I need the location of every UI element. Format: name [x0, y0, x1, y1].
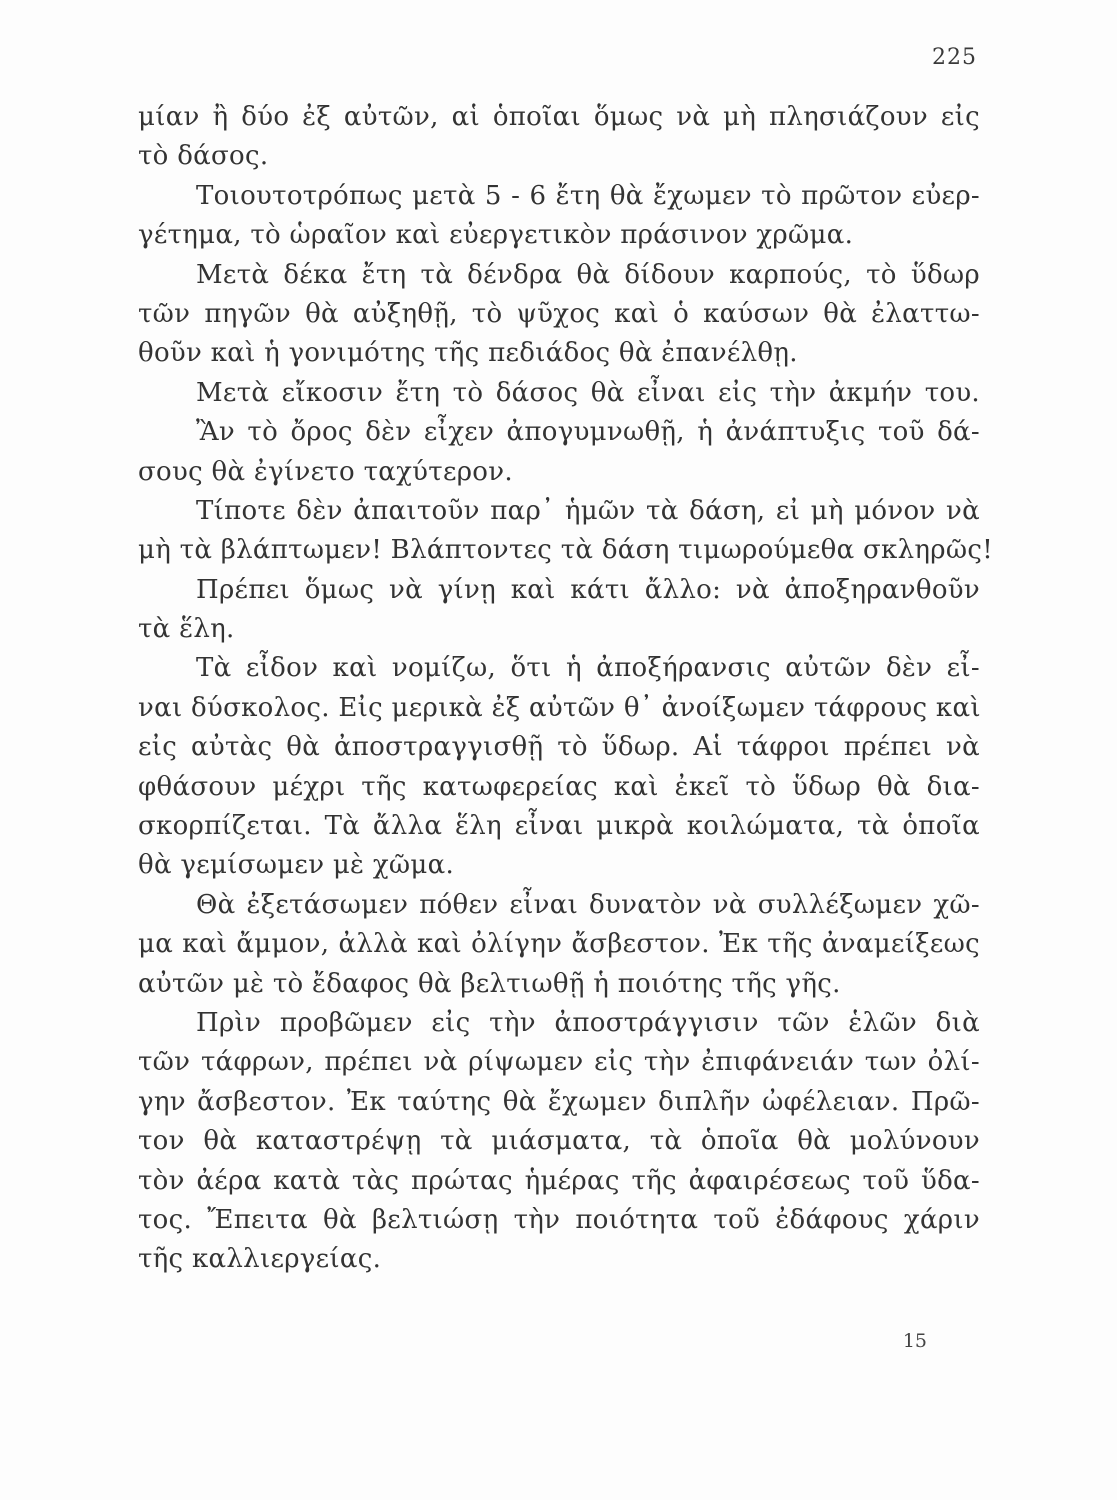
text-line: Μετὰ δέκα ἔτη τὰ δένδρα θὰ δίδουν καρπούς, τὸ ὕδωρ — [196, 259, 980, 290]
text-line: μίαν ἢ δύο ἐξ αὐτῶν, αἱ ὁποῖαι ὅμως νὰ μὴ πλησιάζουν εἰς — [138, 102, 980, 132]
text-line: τον θὰ καταστρέψῃ τὰ μιάσματα, τὰ ὁποῖα θὰ μολύνουν — [138, 1126, 980, 1157]
text-line: τὸ δάσος. — [138, 141, 269, 172]
text-line: εἰς αὐτὰς θὰ ἀποστραγγισθῇ τὸ ὕδωρ. Αἱ τάφροι πρέπει νὰ — [138, 732, 980, 763]
text-line: τῶν τάφρων, πρέπει νὰ ρίψωμεν εἰς τὴν ἐπιφάνειάν των ὀλί- — [138, 1047, 980, 1078]
text-line: Πρὶν προβῶμεν εἰς τὴν ἀποστράγγισιν τῶν ἑλῶν διὰ — [196, 1007, 980, 1038]
text-line: θοῦν καὶ ἡ γονιμότης τῆς πεδιάδος θὰ ἐπανέλθῃ. — [138, 338, 798, 369]
text-line: Τὰ εἶδον καὶ νομίζω, ὅτι ἡ ἀποξήρανσις αὐτῶν δὲν εἶ- — [196, 653, 980, 684]
page-number: 225 — [932, 45, 977, 70]
text-line: φθάσουν μέχρι τῆς κατωφερείας καὶ ἐκεῖ τὸ ὕδωρ θὰ δια- — [138, 771, 980, 802]
text-line: Τοιουτοτρόπως μετὰ 5 - 6 ἔτη θὰ ἔχωμεν τὸ πρῶτον εὐερ- — [196, 180, 980, 211]
text-line: Τίποτε δὲν ἀπαιτοῦν παρ᾽ ἡμῶν τὰ δάση, εἰ μὴ μόνον νὰ — [196, 495, 980, 526]
text-line: σκορπίζεται. Τὰ ἄλλα ἕλη εἶναι μικρὰ κοιλώματα, τὰ ὁποῖα — [138, 811, 980, 842]
text-line: θὰ γεμίσωμεν μὲ χῶμα. — [138, 850, 455, 881]
printer-signature-mark: 15 — [902, 1330, 927, 1352]
text-line: γέτημα, τὸ ὡραῖον καὶ εὐεργετικὸν πράσινον χρῶμα. — [138, 220, 854, 251]
text-line: αὐτῶν μὲ τὸ ἔδαφος θὰ βελτιωθῇ ἡ ποιότης τῆς γῆς. — [138, 968, 841, 999]
text-line: Θὰ ἐξετάσωμεν πόθεν εἶναι δυνατὸν νὰ συλλέξωμεν χῶ- — [196, 889, 980, 920]
text-line: τὸν ἀέρα κατὰ τὰς πρώτας ἡμέρας τῆς ἀφαιρέσεως τοῦ ὕδα- — [138, 1165, 980, 1196]
text-line: τῆς καλλιεργείας. — [138, 1244, 382, 1275]
text-line: Μετὰ εἴκοσιν ἔτη τὸ δάσος θὰ εἶναι εἰς τὴν ἀκμήν του. — [196, 377, 980, 408]
text-line: Πρέπει ὅμως νὰ γίνῃ καὶ κάτι ἄλλο: νὰ ἀποξηρανθοῦν — [196, 574, 980, 605]
text-line: τος. Ἔπειτα θὰ βελτιώσῃ τὴν ποιότητα τοῦ ἐδάφους χάριν — [138, 1204, 980, 1235]
text-line: ναι δύσκολος. Εἰς μερικὰ ἐξ αὐτῶν θ᾽ ἀνοίξωμεν τάφρους καὶ — [138, 692, 981, 723]
body-text — [138, 98, 993, 1280]
text-line: Ἂν τὸ ὄρος δὲν εἶχεν ἀπογυμνωθῇ, ἡ ἀνάπτυξις τοῦ δά- — [196, 417, 980, 448]
text-line: τῶν πηγῶν θὰ αὐξηθῇ, τὸ ψῦχος καὶ ὁ καύσων θὰ ἐλαττω- — [138, 298, 980, 329]
text-line: μα καὶ ἄμμον, ἀλλὰ καὶ ὀλίγην ἄσβεστον. Ἐκ τῆς ἀναμείξεως — [138, 929, 980, 960]
text-line: σους θὰ ἐγίνετο ταχύτερον. — [138, 456, 513, 487]
text-line: τὰ ἕλη. — [138, 614, 235, 645]
text-line: μὴ τὰ βλάπτωμεν! Βλάπτοντες τὰ δάση τιμωρούμεθα σκληρῶς! — [138, 535, 993, 566]
text-line: γην ἄσβεστον. Ἐκ ταύτης θὰ ἔχωμεν διπλῆν ὠφέλειαν. Πρῶ- — [138, 1086, 980, 1117]
